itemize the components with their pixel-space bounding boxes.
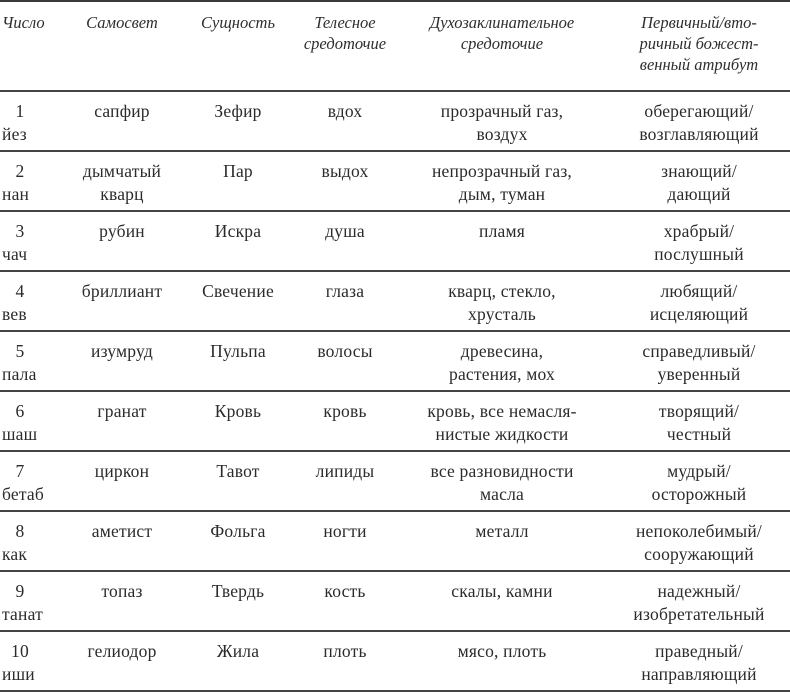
gem-line: кварц xyxy=(100,184,144,204)
spirit-focus-line: древесина, xyxy=(460,341,544,361)
header-essence xyxy=(182,2,294,91)
table-row xyxy=(0,511,790,571)
spirit-focus-line: металл xyxy=(475,521,529,541)
row-number: 10 xyxy=(11,641,29,661)
header-number xyxy=(0,2,62,91)
row-number: 3 xyxy=(15,221,25,241)
header-number-label: Число xyxy=(2,13,45,32)
spirit-focus-line: пламя xyxy=(479,221,525,241)
gem-cell xyxy=(62,331,182,391)
essence-text: Зефир xyxy=(214,101,262,121)
body-focus-text: кость xyxy=(324,581,366,601)
header-essence-label: Сущность xyxy=(201,13,275,32)
row-name: вев xyxy=(2,304,27,324)
attribute-line: исцеляющий xyxy=(649,304,749,324)
attribute-cell xyxy=(608,151,790,211)
number-cell xyxy=(0,391,62,451)
attribute-line: сооружающий xyxy=(644,544,754,564)
attribute-line: оберегающий/ xyxy=(644,101,754,121)
essence-text: Твердь xyxy=(211,581,265,601)
attribute-line: осторожный xyxy=(651,484,747,504)
body-focus-cell xyxy=(294,151,396,211)
gem-line: бриллиант xyxy=(81,281,163,301)
essence-cell xyxy=(182,91,294,151)
header-body-focus xyxy=(294,2,396,91)
body-focus-text: липиды xyxy=(315,461,375,481)
body-focus-text: кровь xyxy=(323,401,367,421)
gem-cell xyxy=(62,391,182,451)
correspondence-table xyxy=(0,2,790,692)
spirit-focus-line: мясо, плоть xyxy=(457,641,547,661)
spirit-focus-line: дым, туман xyxy=(458,184,546,204)
attribute-cell xyxy=(608,571,790,631)
table-row xyxy=(0,151,790,211)
spirit-focus-line: хрусталь xyxy=(468,304,536,324)
attribute-cell xyxy=(608,511,790,571)
attribute-line: справедливый/ xyxy=(642,341,756,361)
header-attribute-line: венный атрибут xyxy=(639,55,759,74)
gem-cell xyxy=(62,91,182,151)
spirit-focus-line: прозрачный газ, xyxy=(440,101,564,121)
row-number: 1 xyxy=(15,101,25,121)
body-focus-cell xyxy=(294,451,396,511)
table-row xyxy=(0,631,790,691)
attribute-line: дающий xyxy=(667,184,731,204)
attribute-cell xyxy=(608,331,790,391)
header-spirit-focus-line: средоточие xyxy=(460,34,544,53)
essence-text: Искра xyxy=(214,221,262,241)
gem-line: сапфир xyxy=(94,101,150,121)
essence-text: Пар xyxy=(223,161,253,181)
spirit-focus-line: скалы, камни xyxy=(451,581,553,601)
table-row xyxy=(0,331,790,391)
attribute-line: изобретательный xyxy=(633,604,765,624)
essence-text: Фольга xyxy=(210,521,266,541)
attribute-cell xyxy=(608,211,790,271)
body-focus-cell xyxy=(294,211,396,271)
attribute-line: знающий/ xyxy=(661,161,737,181)
gem-line: дымчатый xyxy=(82,161,162,181)
body-focus-text: глаза xyxy=(325,281,365,301)
gem-line: топаз xyxy=(101,581,143,601)
header-attribute-line: Первичный/вто- xyxy=(641,13,757,32)
table-body xyxy=(0,91,790,691)
body-focus-text: плоть xyxy=(323,641,367,661)
essence-text: Тавот xyxy=(216,461,260,481)
gem-cell xyxy=(62,211,182,271)
body-focus-cell xyxy=(294,631,396,691)
number-cell xyxy=(0,91,62,151)
number-cell xyxy=(0,151,62,211)
attribute-line: храбрый/ xyxy=(663,221,735,241)
header-spirit-focus xyxy=(396,2,608,91)
body-focus-cell xyxy=(294,331,396,391)
essence-text: Кровь xyxy=(214,401,262,421)
spirit-focus-line: масла xyxy=(480,484,524,504)
table-row xyxy=(0,571,790,631)
table-row xyxy=(0,391,790,451)
table-row xyxy=(0,211,790,271)
number-cell xyxy=(0,451,62,511)
essence-cell xyxy=(182,631,294,691)
row-name: пала xyxy=(2,364,37,384)
number-cell xyxy=(0,211,62,271)
body-focus-cell xyxy=(294,511,396,571)
row-number: 4 xyxy=(15,281,25,301)
spirit-focus-line: растения, мох xyxy=(449,364,555,384)
body-focus-text: ногти xyxy=(323,521,367,541)
essence-text: Жила xyxy=(216,641,260,661)
gem-line: рубин xyxy=(99,221,145,241)
spirit-focus-line: кварц, стекло, xyxy=(448,281,556,301)
attribute-line: мудрый/ xyxy=(667,461,731,481)
spirit-focus-cell xyxy=(396,511,608,571)
gem-line: гранат xyxy=(97,401,147,421)
row-name: иши xyxy=(2,664,35,684)
spirit-focus-cell xyxy=(396,211,608,271)
body-focus-cell xyxy=(294,391,396,451)
attribute-cell xyxy=(608,91,790,151)
essence-cell xyxy=(182,211,294,271)
essence-text: Свечение xyxy=(202,281,274,301)
spirit-focus-line: все разновидности xyxy=(430,461,574,481)
body-focus-text: волосы xyxy=(317,341,373,361)
attribute-line: творящий/ xyxy=(658,401,740,421)
spirit-focus-cell xyxy=(396,391,608,451)
row-number: 5 xyxy=(15,341,25,361)
gem-line: аметист xyxy=(91,521,153,541)
attribute-line: непоколебимый/ xyxy=(635,521,762,541)
row-number: 7 xyxy=(15,461,25,481)
essence-cell xyxy=(182,511,294,571)
essence-cell xyxy=(182,331,294,391)
header-body-focus-line: Телесное xyxy=(314,13,376,32)
gem-cell xyxy=(62,511,182,571)
attribute-cell xyxy=(608,271,790,331)
table-row xyxy=(0,271,790,331)
table-header xyxy=(0,2,790,91)
attribute-line: праведный/ xyxy=(655,641,743,661)
row-name: чач xyxy=(2,244,28,264)
attribute-line: послушный xyxy=(654,244,744,264)
spirit-focus-cell xyxy=(396,451,608,511)
header-attribute-line: ричный божест- xyxy=(639,34,759,53)
row-number: 6 xyxy=(15,401,25,421)
essence-cell xyxy=(182,571,294,631)
body-focus-cell xyxy=(294,271,396,331)
number-cell xyxy=(0,271,62,331)
number-cell xyxy=(0,511,62,571)
header-attribute xyxy=(608,2,790,91)
gem-line: гелиодор xyxy=(87,641,157,661)
spirit-focus-cell xyxy=(396,631,608,691)
row-name: нан xyxy=(2,184,30,204)
number-cell xyxy=(0,571,62,631)
body-focus-text: вдох xyxy=(327,101,363,121)
row-name: танат xyxy=(2,604,43,624)
row-number: 8 xyxy=(15,521,25,541)
spirit-focus-line: нистые жидкости xyxy=(435,424,569,444)
attribute-line: уверенный xyxy=(657,364,741,384)
row-name: шаш xyxy=(2,424,38,444)
attribute-line: надежный/ xyxy=(657,581,741,601)
attribute-line: возглавляющий xyxy=(639,124,759,144)
attribute-cell xyxy=(608,631,790,691)
gem-cell xyxy=(62,571,182,631)
number-cell xyxy=(0,331,62,391)
body-focus-cell xyxy=(294,91,396,151)
gem-line: изумруд xyxy=(91,341,153,361)
header-body-focus-line: средоточие xyxy=(303,34,387,53)
gem-cell xyxy=(62,631,182,691)
spirit-focus-line: непрозрачный газ, xyxy=(431,161,573,181)
essence-text: Пульпа xyxy=(210,341,266,361)
gem-cell xyxy=(62,271,182,331)
header-gem xyxy=(62,2,182,91)
spirit-focus-cell xyxy=(396,331,608,391)
gem-cell xyxy=(62,451,182,511)
essence-cell xyxy=(182,391,294,451)
attribute-line: направляющий xyxy=(641,664,757,684)
attribute-cell xyxy=(608,451,790,511)
header-gem-label: Самосвет xyxy=(86,13,158,32)
essence-cell xyxy=(182,271,294,331)
essence-cell xyxy=(182,451,294,511)
spirit-focus-line: кровь, все немасля- xyxy=(427,401,577,421)
row-name: йез xyxy=(2,124,27,144)
gem-line: циркон xyxy=(94,461,150,481)
essence-cell xyxy=(182,151,294,211)
row-name: как xyxy=(2,544,28,564)
header-row xyxy=(0,2,790,91)
body-focus-text: душа xyxy=(325,221,365,241)
spirit-focus-cell xyxy=(396,571,608,631)
attribute-line: любящий/ xyxy=(660,281,738,301)
spirit-focus-cell xyxy=(396,91,608,151)
spirit-focus-line: воздух xyxy=(476,124,528,144)
row-number: 9 xyxy=(15,581,25,601)
body-focus-cell xyxy=(294,571,396,631)
row-name: бетаб xyxy=(2,484,44,504)
row-number: 2 xyxy=(15,161,25,181)
attribute-cell xyxy=(608,391,790,451)
spirit-focus-cell xyxy=(396,271,608,331)
gem-cell xyxy=(62,151,182,211)
attribute-line: честный xyxy=(666,424,732,444)
table-row xyxy=(0,451,790,511)
number-cell xyxy=(0,631,62,691)
header-spirit-focus-line: Духозаклинательное xyxy=(429,13,575,32)
table-row xyxy=(0,91,790,151)
spirit-focus-cell xyxy=(396,151,608,211)
body-focus-text: выдох xyxy=(321,161,369,181)
